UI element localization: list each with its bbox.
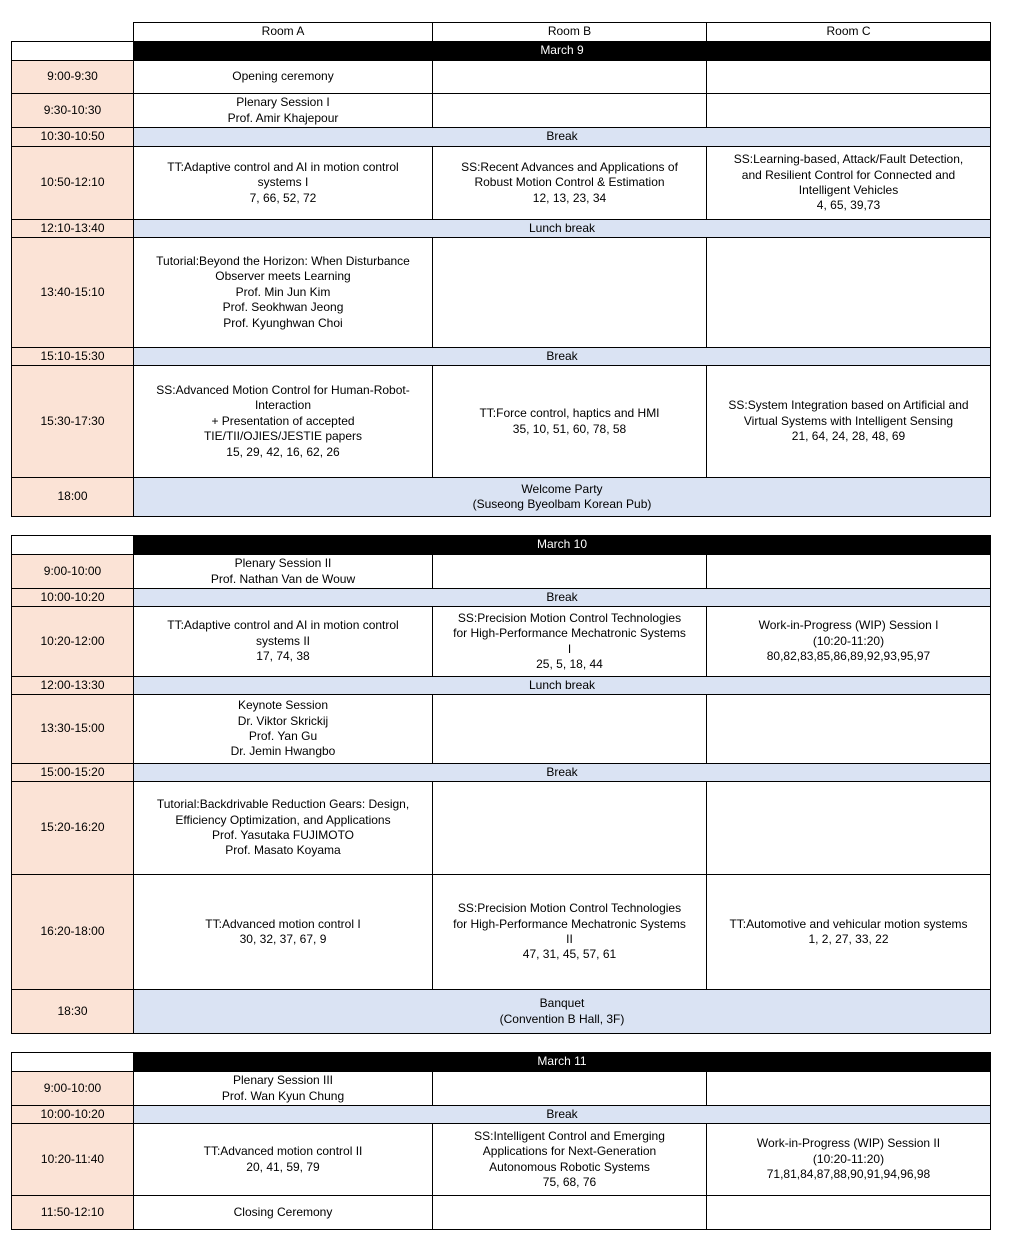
time-slot: 10:30-10:50 [12,128,134,147]
time-slot: 12:10-13:40 [12,220,134,238]
time-slot: 15:10-15:30 [12,348,134,366]
session-room-a: Plenary Session III Prof. Wan Kyun Chung [134,1072,433,1106]
session-room-a: Closing Ceremony [134,1196,433,1230]
event-banner: Welcome Party (Suseong Byeolbam Korean Pub) [134,478,991,517]
break-banner: Break [134,589,991,607]
day-title: March 9 [134,42,991,61]
session-room-a: Plenary Session II Prof. Nathan Van de Wouw [134,555,433,589]
date-corner [12,42,134,61]
session-room-c [707,1196,991,1230]
day-title: March 11 [134,1053,991,1072]
session-room-c: TT:Automotive and vehicular motion systems 1, 2, 27, 33, 22 [707,875,991,990]
time-slot: 12:00-13:30 [12,677,134,695]
room-b-header: Room B [433,23,707,42]
time-slot: 9:00-10:00 [12,555,134,589]
time-slot: 9:00-9:30 [12,61,134,94]
time-slot: 15:20-16:20 [12,782,134,875]
session-room-b [433,782,707,875]
session-room-c [707,555,991,589]
session-room-c: Work-in-Progress (WIP) Session I (10:20-11:20) 80,82,83,85,86,89,92,93,95,97 [707,607,991,677]
time-slot: 10:50-12:10 [12,147,134,220]
schedule-day-2 [11,535,991,1034]
time-slot: 10:00-10:20 [12,589,134,607]
time-slot: 16:20-18:00 [12,875,134,990]
lunch-banner: Lunch break [134,677,991,695]
room-a-header: Room A [134,23,433,42]
header-corner [12,23,134,42]
session-room-b [433,695,707,764]
session-room-a: Plenary Session I Prof. Amir Khajepour [134,94,433,128]
session-room-b [433,61,707,94]
session-room-b: SS:Recent Advances and Applications of Robust Motion Control & Estimation 12, 13, 23, 34 [433,147,707,220]
session-room-a: SS:Advanced Motion Control for Human-Robot- Interaction + Presentation of accepted TIE/TII/OJIES/JESTIE papers 15, 29, 42, 16, 62, 26 [134,366,433,478]
room-c-header: Room C [707,23,991,42]
session-room-a: TT:Adaptive control and AI in motion control systems II 17, 74, 38 [134,607,433,677]
time-slot: 18:00 [12,478,134,517]
session-room-b [433,555,707,589]
session-room-b: SS:Intelligent Control and Emerging Applications for Next-Generation Autonomous Robotic Systems 75, 68, 76 [433,1124,707,1196]
session-room-c [707,782,991,875]
session-room-a: TT:Adaptive control and AI in motion control systems I 7, 66, 52, 72 [134,147,433,220]
session-room-a: TT:Advanced motion control I 30, 32, 37, 67, 9 [134,875,433,990]
session-room-a: Tutorial:Backdrivable Reduction Gears: Design, Efficiency Optimization, and Applications Prof. Yasutaka FUJIMOTO Prof. Masato Koyama [134,782,433,875]
time-slot: 10:20-12:00 [12,607,134,677]
session-room-c: SS:System Integration based on Artificial and Virtual Systems with Intelligent Sensing 21, 64, 24, 28, 48, 69 [707,366,991,478]
break-banner: Break [134,1106,991,1124]
session-room-c [707,61,991,94]
session-room-c [707,94,991,128]
session-room-c [707,695,991,764]
lunch-banner: Lunch break [134,220,991,238]
time-slot: 9:00-10:00 [12,1072,134,1106]
time-slot: 15:30-17:30 [12,366,134,478]
session-room-a: Tutorial:Beyond the Horizon: When Disturbance Observer meets Learning Prof. Min Jun Kim Prof. Seokhwan Jeong Prof. Kyunghwan Choi [134,238,433,348]
session-room-a: Keynote Session Dr. Viktor Skrickij Prof. Yan Gu Dr. Jemin Hwangbo [134,695,433,764]
time-slot: 15:00-15:20 [12,764,134,782]
date-corner [12,536,134,555]
time-slot: 9:30-10:30 [12,94,134,128]
session-room-b [433,238,707,348]
session-room-c [707,238,991,348]
time-slot: 10:20-11:40 [12,1124,134,1196]
date-corner [12,1053,134,1072]
event-banner: Banquet (Convention B Hall, 3F) [134,990,991,1034]
schedule-day-1 [11,22,991,517]
session-room-a: TT:Advanced motion control II 20, 41, 59, 79 [134,1124,433,1196]
time-slot: 13:30-15:00 [12,695,134,764]
session-room-b [433,1072,707,1106]
session-room-b: SS:Precision Motion Control Technologies for High-Performance Mechatronic Systems I 25, 5, 18, 44 [433,607,707,677]
session-room-b: TT:Force control, haptics and HMI 35, 10, 51, 60, 78, 58 [433,366,707,478]
session-room-b [433,1196,707,1230]
schedule-day-3 [11,1052,991,1230]
time-slot: 10:00-10:20 [12,1106,134,1124]
time-slot: 13:40-15:10 [12,238,134,348]
session-room-c: SS:Learning-based, Attack/Fault Detection, and Resilient Control for Connected and Intelligent Vehicles 4, 65, 39,73 [707,147,991,220]
day-title: March 10 [134,536,991,555]
break-banner: Break [134,764,991,782]
session-room-b: SS:Precision Motion Control Technologies for High-Performance Mechatronic Systems II 47, 31, 45, 57, 61 [433,875,707,990]
session-room-a: Opening ceremony [134,61,433,94]
session-room-c: Work-in-Progress (WIP) Session II (10:20-11:20) 71,81,84,87,88,90,91,94,96,98 [707,1124,991,1196]
time-slot: 18:30 [12,990,134,1034]
break-banner: Break [134,348,991,366]
session-room-b [433,94,707,128]
time-slot: 11:50-12:10 [12,1196,134,1230]
session-room-c [707,1072,991,1106]
break-banner: Break [134,128,991,147]
